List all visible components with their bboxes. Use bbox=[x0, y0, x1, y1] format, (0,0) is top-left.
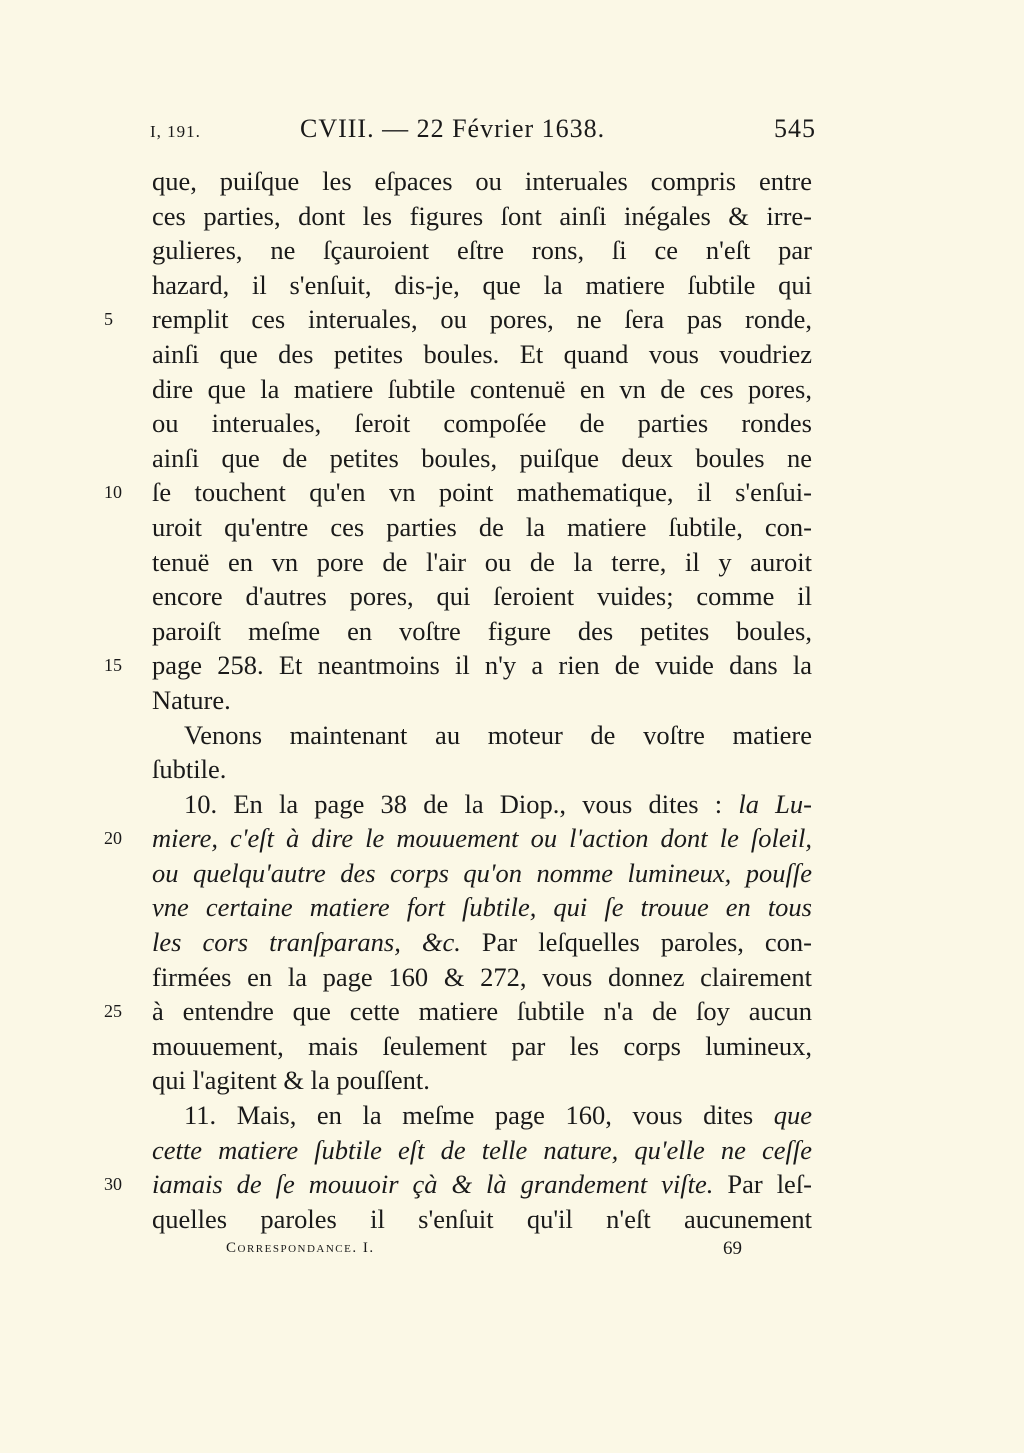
text-segment: firmées en la page 160 & 272, vous donnez clairement bbox=[152, 961, 812, 992]
text-segment: Nature. bbox=[152, 684, 231, 715]
italic-quote: vne certaine matiere fort ſubtile, qui ſe trouue en tous bbox=[152, 892, 812, 923]
text-line bbox=[104, 648, 812, 683]
text-segment: ſubtile. bbox=[152, 754, 227, 785]
page-footer bbox=[226, 1238, 746, 1268]
text-segment: 10. En la page 38 de la Diop., vous dites : bbox=[184, 788, 739, 819]
signature-mark: 69 bbox=[723, 1238, 742, 1259]
text-segment: 11. Mais, en la meſme page 160, vous dites bbox=[184, 1100, 774, 1131]
page-header bbox=[150, 112, 816, 152]
volume-reference: I, 191. bbox=[150, 122, 201, 141]
italic-quote: miere, c'eſt à dire le mouuement ou l'action dont le ſoleil, bbox=[152, 823, 812, 854]
italic-quote: les cors tranſparans, &c. bbox=[152, 927, 461, 958]
text-segment: page 258. Et neantmoins il n'y a rien de vuide dans la bbox=[152, 650, 812, 681]
line-number: 20 bbox=[104, 828, 122, 849]
text-segment: Par leſ- bbox=[713, 1169, 813, 1200]
text-segment: remplit ces interuales, ou pores, ne ſera pas ronde, bbox=[152, 304, 812, 335]
text-line bbox=[152, 683, 812, 718]
text-segment: dire que la matiere ſubtile contenuë en vn de ces pores, bbox=[152, 373, 812, 404]
text-line bbox=[152, 164, 812, 199]
line-number: 10 bbox=[104, 482, 122, 503]
text-segment: Venons maintenant au moteur de voſtre matiere bbox=[184, 719, 812, 750]
text-segment: ou interuales, ſeroit compoſée de parties rondes bbox=[152, 408, 812, 439]
line-number: 25 bbox=[104, 1001, 122, 1022]
text-segment: quelles paroles il s'enſuit qu'il n'eſt aucunement bbox=[152, 1203, 812, 1234]
text-segment: paroiſt meſme en voſtre figure des petites boules, bbox=[152, 615, 812, 646]
text-segment: à entendre que cette matiere ſubtile n'a de ſoy aucun bbox=[152, 996, 812, 1027]
text-segment: que, puiſque les eſpaces ou interuales compris entre bbox=[152, 166, 812, 196]
italic-quote: iamais de ſe mouuoir çà & là grandement viſte. bbox=[152, 1169, 714, 1200]
text-line bbox=[152, 545, 812, 580]
text-line bbox=[152, 233, 812, 268]
text-line bbox=[152, 890, 812, 925]
text-segment: mouuement, mais ſeulement par les corps lumineux, bbox=[152, 1030, 812, 1061]
letter-heading: CVIII. — 22 Février 1638. bbox=[300, 114, 606, 143]
text-segment: uroit qu'entre ces parties de la matiere ſubtile, con- bbox=[152, 511, 812, 542]
text-line bbox=[152, 718, 812, 753]
text-line bbox=[104, 821, 812, 856]
letter-body bbox=[104, 164, 813, 1236]
italic-quote: la Lu- bbox=[738, 788, 812, 819]
text-line bbox=[152, 1133, 812, 1168]
text-segment: ainſi que de petites boules, puiſque deux boules ne bbox=[152, 442, 812, 473]
text-line bbox=[152, 960, 812, 995]
text-line bbox=[152, 1063, 812, 1098]
text-line bbox=[152, 199, 812, 234]
line-number: 30 bbox=[104, 1174, 122, 1195]
text-segment: Par leſquelles paroles, con- bbox=[460, 927, 812, 958]
text-line bbox=[152, 856, 812, 891]
text-line bbox=[152, 1029, 812, 1064]
text-line bbox=[152, 1098, 812, 1133]
text-line bbox=[152, 579, 812, 614]
text-line bbox=[152, 337, 812, 372]
text-segment: qui l'agitent & la pouſſent. bbox=[152, 1065, 430, 1096]
text-line bbox=[152, 752, 812, 787]
text-line bbox=[152, 268, 812, 303]
text-line bbox=[152, 406, 812, 441]
italic-quote: que bbox=[773, 1100, 812, 1131]
text-segment: ces parties, dont les figures ſont ainſi inégales & irre- bbox=[152, 200, 812, 231]
text-line bbox=[152, 510, 812, 545]
text-line bbox=[152, 372, 812, 407]
line-number: 5 bbox=[104, 309, 113, 330]
italic-quote: ou quelqu'autre des corps qu'on nomme lumineux, pouſſe bbox=[152, 857, 812, 888]
text-segment: tenuë en vn pore de l'air ou de la terre, il y auroit bbox=[152, 546, 812, 577]
page-number: 545 bbox=[774, 114, 816, 143]
text-line bbox=[104, 475, 812, 510]
text-segment: hazard, il s'enſuit, dis-je, que la matiere ſubtile qui bbox=[152, 269, 812, 300]
text-line bbox=[104, 302, 812, 337]
text-segment: encore d'autres pores, qui ſeroient vuides; comme il bbox=[152, 581, 812, 612]
text-line bbox=[104, 994, 812, 1029]
running-title: Correspondance. I. bbox=[226, 1240, 375, 1256]
text-segment: ainſi que des petites boules. Et quand vous voudriez bbox=[152, 338, 812, 369]
italic-quote: cette matiere ſubtile eſt de telle nature, qu'elle ne ceſſe bbox=[152, 1134, 812, 1165]
text-segment: gulieres, ne ſçauroient eſtre rons, ſi ce n'eſt par bbox=[152, 235, 812, 266]
text-line bbox=[152, 787, 812, 822]
text-line bbox=[152, 614, 812, 649]
line-number: 15 bbox=[104, 655, 122, 676]
text-line bbox=[152, 441, 812, 476]
text-line bbox=[152, 925, 812, 960]
text-line bbox=[104, 1167, 813, 1202]
text-line bbox=[152, 1202, 812, 1237]
text-segment: ſe touchent qu'en vn point mathematique, il s'enſui- bbox=[152, 477, 812, 508]
